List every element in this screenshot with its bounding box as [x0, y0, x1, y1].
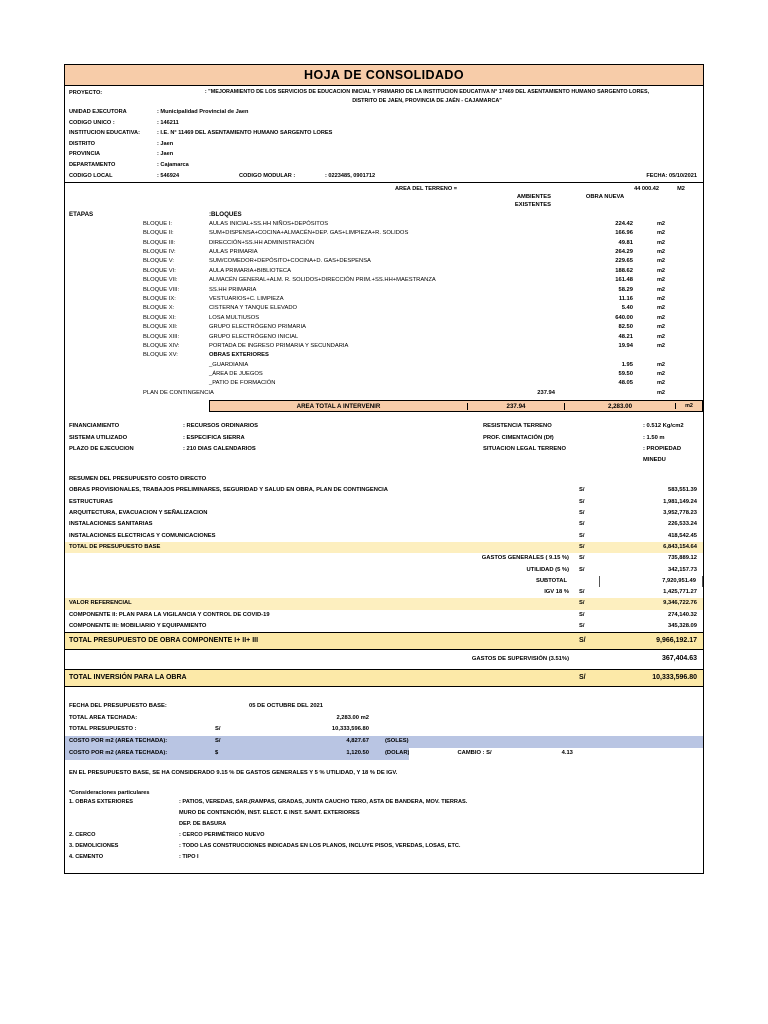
footer-row-area-techada	[65, 713, 703, 725]
prof-cimentacion-label: PROF. CIMENTACIÓN (Df)	[483, 434, 554, 441]
block-name: BLOQUE VII:	[143, 277, 178, 284]
header-info-block	[65, 86, 703, 183]
budget-row-subtotal	[65, 576, 703, 587]
block-name: BLOQUE IV:	[143, 249, 176, 256]
gastos-generales-label: GASTOS GENERALES ( 9.15 %)	[481, 555, 569, 562]
budget-item-label: ARQUITECTURA, EVACUACION Y SEÑALIZACION	[69, 510, 208, 517]
block-area-unit: m2	[656, 314, 666, 321]
budget-item-currency: S/	[579, 521, 585, 528]
budget-item-label: OBRAS PROVISIONALES, TRABAJOS PRELIMINARES, SEGURIDAD Y SALUD EN OBRA, PLAN DE CONTINGENCIA	[69, 487, 388, 494]
header-label-distrito: DISTRITO	[69, 140, 96, 147]
block-area-nueva: 224.42	[615, 220, 633, 227]
block-area-existente	[487, 267, 555, 276]
area-terreno-value: 44 000.42	[634, 186, 659, 193]
block-name	[65, 370, 209, 379]
block-area-existente	[487, 361, 555, 370]
block-row	[65, 276, 703, 285]
block-area-existente	[487, 257, 555, 266]
area-total-existente: 237.94	[467, 403, 564, 410]
blocks-section	[65, 210, 703, 415]
footer-cambio-value: 4.13	[492, 748, 703, 760]
block-row	[65, 323, 703, 332]
header-value-proyecto	[157, 88, 703, 107]
block-description: PORTADA DE INGRESO PRIMARIA Y SECUNDARIA	[209, 342, 349, 349]
considerations-title: *Consideraciones particulares	[69, 790, 150, 797]
budget-row-valor-referencial	[65, 598, 703, 609]
block-area-nueva: 5.40	[621, 305, 633, 312]
block-area-unit	[633, 351, 681, 360]
block-row	[65, 342, 703, 351]
financing-row-1	[65, 421, 703, 432]
block-row	[65, 370, 703, 379]
header-label-codigo-local: CODIGO LOCAL	[69, 172, 113, 179]
block-area-existente	[487, 276, 555, 285]
financing-row-2	[65, 433, 703, 444]
block-row	[65, 267, 703, 276]
block-area-existente	[487, 304, 555, 313]
total-obra-currency: S/	[579, 637, 586, 645]
area-total-band-wrap	[65, 398, 703, 415]
consideration-label	[65, 819, 179, 830]
block-row	[65, 229, 703, 238]
block-area-unit: m2	[656, 258, 666, 265]
block-name: BLOQUE XI:	[143, 314, 176, 321]
consideration-row	[65, 852, 703, 863]
block-name: BLOQUE IX:	[143, 295, 176, 302]
header-row-codigo-unico	[65, 118, 703, 129]
block-row	[65, 333, 703, 342]
project-line-2: DISTRITO DE JAEN, PROVINCIA DE JAÉN - CAJAMARCA"	[352, 98, 502, 105]
consideration-label: 4. CEMENTO	[69, 853, 104, 860]
header-row-institucion-educativa	[65, 128, 703, 139]
componente-ii-label: COMPONENTE II: PLAN PARA LA VIGILANCIA Y CONTROL DE COVID-19	[69, 611, 270, 618]
block-name: BLOQUE III:	[143, 239, 176, 246]
block-area-nueva: 82.50	[618, 324, 633, 331]
header-value-institucion-educativa: : I.E. N° 11469 DEL ASENTAMIENTO HUMANO SARGENTO LORES	[157, 130, 333, 137]
componente-ii-amount: 274,140.32	[667, 611, 697, 618]
block-name: BLOQUE XIII:	[143, 333, 180, 340]
utilidad-currency: S/	[579, 566, 585, 573]
blocks-rows	[65, 220, 703, 398]
footer-total-presupuesto-value: 10,333,596.80	[331, 726, 369, 733]
budget-item-label: ESTRUCTURAS	[69, 498, 113, 505]
block-area-existente	[487, 229, 555, 238]
budget-row-total-base	[65, 542, 703, 553]
budget-row-componente-ii	[65, 610, 703, 621]
header-label-institucion-educativa: INSTITUCION EDUCATIVA:	[69, 130, 140, 137]
bloques-label: :BLOQUES	[209, 210, 242, 218]
block-area-unit: m2	[656, 230, 666, 237]
footer-area-techada-value: 2,283.00 m2	[336, 714, 369, 721]
block-description: PLAN DE CONTINGENCIA	[143, 389, 214, 396]
block-area-nueva: 264.29	[615, 249, 633, 256]
consideration-row	[65, 797, 703, 808]
block-area-existente	[487, 286, 555, 295]
column-header-ambientes-existentes: AMBIENTES EXISTENTES	[514, 194, 551, 209]
block-description: AULAS PRIMARIA	[209, 249, 258, 256]
componente-iii-label: COMPONENTE III: MOBILIARIO Y EQUIPAMIENTO	[69, 623, 207, 630]
consideration-value: : PATIOS, VEREDAS, SAR.(RAMPAS, GRADAS, JUNTA CAUCHO TERO, ASTA DE BANDERA, MOV. TIERRAS.	[179, 799, 468, 806]
area-total-band	[209, 400, 703, 412]
block-description: ALMACÉN GENERAL+ALM. R. SOLIDOS+DIRECCIÓN PRIM.+SS.HH+MAESTRANZA	[209, 277, 436, 284]
area-total-unit: m2	[675, 403, 702, 409]
block-row	[65, 286, 703, 295]
valor-referencial-currency: S/	[579, 600, 585, 607]
footer-costo-dolar-value: 1,120.50	[346, 750, 369, 757]
block-name	[65, 361, 209, 370]
footer-row-costo-soles	[65, 736, 703, 748]
situacion-legal-value: : PROPIEDAD MINEDU	[643, 445, 682, 464]
consideration-row	[65, 808, 703, 819]
budget-item-currency: S/	[579, 487, 585, 494]
componente-iii-currency: S/	[579, 623, 585, 630]
budget-row-utilidad	[65, 565, 703, 576]
header-label-departamento: DEPARTAMENTO	[69, 162, 116, 169]
sistema-utilizado-value: : ESPECIFICA SIERRA	[183, 434, 245, 441]
subtotal-label: SUBTOTAL	[535, 577, 567, 584]
block-name: BLOQUE I:	[143, 220, 172, 227]
area-total-label: AREA TOTAL A INTERVENIR	[296, 402, 381, 410]
footer-note: EN EL PRESUPUESTO BASE, SE HA CONSIDERADO 9.15 % DE GASTOS GENERALES Y 5 % UTILIDAD, Y 18 % DE IGV.	[69, 770, 398, 777]
supervision-amount: 367,404.63	[661, 655, 697, 663]
block-area-unit: m2	[656, 267, 666, 274]
project-line-1: : "MEJORAMIENTO DE LOS SERVICIOS DE EDUCACION INICIAL Y PRIMARIO DE LA INSTITUCION EDUCATIVA N° 17469 DEL ASENTAMIENTO HUMANO SARGENTO LORES,	[204, 89, 650, 95]
consolidation-sheet	[64, 64, 704, 874]
block-name: BLOQUE VI:	[143, 267, 176, 274]
block-area-existente	[487, 351, 555, 360]
componente-ii-currency: S/	[579, 611, 585, 618]
block-area-nueva: 640.00	[615, 314, 633, 321]
budget-row-supervision	[65, 650, 703, 668]
block-description: SUM+DISPENSA+COCINA+ALMACÉN+DEP. GAS+LIMPIEZA+R. SOLIDOS	[209, 230, 409, 237]
resumen-title: RESUMEN DEL PRESUPUESTO COSTO DIRECTO	[69, 476, 207, 483]
block-area-nueva: 11.16	[618, 295, 633, 302]
header-row-codigo-local	[65, 171, 703, 182]
block-row	[65, 295, 703, 304]
header-value-departamento: : Cajamarca	[157, 162, 189, 169]
block-area-nueva: 19.94	[618, 342, 633, 349]
footer-costo-soles-unit: (SOLES)	[385, 738, 409, 745]
block-name: BLOQUE XII:	[143, 324, 178, 331]
total-base-amount: 6,843,154.64	[663, 543, 697, 550]
block-row	[65, 248, 703, 257]
consideration-label: 1. OBRAS EXTERIORES	[69, 799, 134, 806]
igv-amount: 1,425,771.27	[663, 589, 697, 596]
footer-row-total-presupuesto	[65, 724, 703, 736]
block-area-unit: m2	[656, 277, 666, 284]
block-row	[65, 314, 703, 323]
header-label-provincia: PROVINCIA	[69, 151, 101, 158]
valor-referencial-amount: 9,346,722.76	[663, 600, 697, 607]
gastos-generales-amount: 735,889.12	[667, 555, 697, 562]
block-area-unit: m2	[656, 295, 666, 302]
total-inversion-currency: S/	[579, 673, 586, 681]
budget-item-label: INSTALACIONES ELECTRICAS Y COMUNICACIONES	[69, 532, 216, 539]
financiamiento-value: : RECURSOS ORDINARIOS	[183, 423, 259, 430]
footer-area-techada-label: TOTAL AREA TECHADA:	[69, 714, 138, 721]
block-area-unit: m2	[656, 286, 666, 293]
block-name: BLOQUE X:	[143, 305, 175, 312]
block-area-unit: m2	[656, 342, 666, 349]
consideration-label: 3. DEMOLICIONES	[69, 842, 119, 849]
budget-item-amount: 418,542.45	[667, 532, 697, 539]
resistencia-terreno-value: : 0.512 Kg/cm2	[643, 423, 684, 430]
financiamiento-label: FINANCIAMIENTO	[69, 423, 120, 430]
block-area-unit: m2	[656, 239, 666, 246]
budget-row-gastos-generales	[65, 553, 703, 564]
budget-item-amount: 1,981,149.24	[663, 498, 697, 505]
resistencia-terreno-label: RESISTENCIA TERRENO	[483, 423, 552, 430]
block-area-existente	[487, 248, 555, 257]
consideration-value: : TODO LAS CONSTRUCCIONES INDICADAS EN LOS PLANOS, INCLUYE PISOS, VEREDAS, LOSAS, ETC.	[179, 842, 461, 849]
budget-item-label: INSTALACIONES SANITARIAS	[69, 521, 153, 528]
consideration-label: 2. CERCO	[69, 831, 96, 838]
total-base-currency: S/	[579, 543, 585, 550]
block-name: BLOQUE II:	[143, 230, 174, 237]
block-name: BLOQUE VIII:	[143, 286, 180, 293]
header-row-proyecto	[65, 88, 703, 107]
total-inversion-label: TOTAL INVERSIÓN PARA LA OBRA	[69, 673, 187, 681]
block-area-existente	[487, 342, 555, 351]
block-area-existente	[487, 370, 555, 379]
total-obra-label: TOTAL PRESUPUESTO DE OBRA COMPONENTE I+ II+ III	[69, 637, 259, 645]
footer-costo-soles-value: 4,827.67	[346, 738, 369, 745]
column-header-obra-nueva: OBRA NUEVA	[585, 194, 625, 201]
block-description: DIRECCIÓN+SS.HH ADMINISTRACIÓN	[209, 239, 315, 246]
budget-item-row	[65, 508, 703, 519]
block-area-existente	[487, 239, 555, 248]
considerations-section	[65, 780, 703, 872]
footer-costo-dolar-unit: (DOLAR)	[385, 750, 410, 757]
block-area-unit: m2	[656, 361, 666, 368]
block-row	[65, 351, 703, 360]
header-row-departamento	[65, 160, 703, 171]
area-column-headers	[65, 194, 703, 210]
block-area-unit: m2	[656, 380, 666, 387]
consideration-row	[65, 841, 703, 852]
total-inversion-amount: 10,333,596.80	[652, 673, 697, 681]
financing-row-3	[65, 444, 703, 467]
block-area-existente	[487, 379, 555, 388]
gastos-generales-currency: S/	[579, 555, 585, 562]
componente-iii-amount: 345,328.09	[667, 623, 697, 630]
block-area-nueva: 188.62	[615, 267, 633, 274]
block-area-nueva: 49.81	[618, 239, 633, 246]
footer-cambio-label: CAMBIO : S/	[409, 748, 491, 760]
budget-row-total-inversion	[65, 669, 703, 687]
block-area-nueva	[555, 389, 633, 398]
block-row	[65, 389, 703, 398]
footer-row-fecha	[65, 701, 703, 713]
utilidad-amount: 342,157.73	[667, 566, 697, 573]
block-description: VESTUARIOS+C. LIMPIEZA	[209, 295, 284, 302]
budget-item-row	[65, 485, 703, 496]
block-area-nueva: 48.05	[618, 380, 633, 387]
header-label-codigo-modular: CODIGO MODULAR :	[239, 172, 296, 179]
budget-item-currency: S/	[579, 510, 585, 517]
block-description: _GUARDIANIA	[209, 361, 249, 368]
budget-item-row	[65, 519, 703, 530]
block-row	[65, 379, 703, 388]
block-area-existente	[487, 333, 555, 342]
supervision-label: GASTOS DE SUPERVISIÓN (3.51%)	[471, 655, 569, 662]
budget-item-currency: S/	[579, 498, 585, 505]
block-name: BLOQUE V:	[143, 258, 175, 265]
header-row-provincia	[65, 149, 703, 160]
header-value-distrito: : Jaen	[157, 140, 174, 147]
header-label-unidad-ejecutora: UNIDAD EJECUTORA	[69, 108, 127, 115]
block-area-nueva: 48.21	[618, 333, 633, 340]
block-description: OBRAS EXTERIORES	[209, 352, 269, 359]
consideration-value: MURO DE CONTENCIÓN, INST. ELECT. E INST. SANIT. EXTERIORES	[179, 809, 360, 816]
block-description: AULA PRIMARIA+BIBLIOTECA	[209, 267, 291, 274]
block-area-nueva: 166.96	[615, 230, 633, 237]
budget-item-amount: 583,551.39	[667, 487, 697, 494]
financing-section	[65, 415, 703, 468]
considerations-rows	[65, 797, 703, 862]
etapas-label: ETAPAS	[69, 210, 94, 218]
block-area-existente	[487, 220, 555, 229]
plazo-ejecucion-label: PLAZO DE EJECUCION	[69, 445, 134, 452]
footer-total-presupuesto-label: TOTAL PRESUPUESTO :	[69, 726, 137, 733]
situacion-legal-label: SITUACION LEGAL TERRENO	[483, 445, 566, 452]
footer-fecha-label: FECHA DEL PRESUPUESTO BASE:	[69, 702, 167, 709]
block-area-unit: m2	[656, 324, 666, 331]
block-area-nueva: 229.65	[615, 258, 633, 265]
igv-label: IGV 18 %	[544, 589, 569, 596]
area-total-nueva: 2,283.00	[564, 403, 675, 410]
footer-total-presupuesto-currency: S/	[215, 726, 221, 733]
block-area-unit: m2	[656, 371, 666, 378]
block-name: BLOQUE XV:	[143, 352, 178, 359]
block-area-nueva	[555, 351, 633, 360]
header-row-distrito	[65, 139, 703, 150]
page-title: HOJA DE CONSOLIDADO	[65, 65, 703, 86]
block-area-nueva: 161.48	[615, 277, 633, 284]
block-area-nueva: 59.50	[618, 371, 633, 378]
subtotal-amount: 7,920,951.49	[599, 576, 703, 587]
header-value-unidad-ejecutora: : Municipalidad Provincial de Jaen	[157, 108, 249, 115]
consideration-row	[65, 819, 703, 830]
block-description: SUM/COMEDOR+DEPÓSITO+COCINA+D. GAS+DESPENSA	[209, 258, 371, 265]
footer-costo-dolar-currency: $	[215, 750, 219, 757]
area-terreno-unit: M2	[677, 186, 685, 193]
consideration-value: DEP. DE BASURA	[179, 820, 227, 827]
header-value-codigo-local: : 546924	[157, 172, 180, 179]
budget-item-row	[65, 497, 703, 508]
block-row	[65, 257, 703, 266]
footer-summary	[65, 687, 703, 780]
budget-item-amount: 3,952,778.23	[663, 510, 697, 517]
plazo-ejecucion-value: : 210 DIAS CALENDARIOS	[183, 445, 256, 452]
block-row	[65, 304, 703, 313]
block-row	[65, 220, 703, 229]
block-area-existente	[487, 314, 555, 323]
block-area-existente	[487, 323, 555, 332]
block-description: GRUPO ELECTRÓGENO PRIMARIA	[209, 324, 306, 331]
valor-referencial-label: VALOR REFERENCIAL	[69, 600, 132, 607]
budget-item-amount: 226,533.24	[667, 521, 697, 528]
block-row	[65, 361, 703, 370]
area-terreno-row	[65, 183, 703, 194]
block-description: CISTERNA Y TANQUE ELEVADO	[209, 305, 298, 312]
block-area-unit: m2	[656, 249, 666, 256]
block-description: _ÁREA DE JUEGOS	[209, 371, 263, 378]
block-description: SS.HH PRIMARIA	[209, 286, 257, 293]
area-band	[65, 183, 703, 210]
header-fecha: FECHA: 05/10/2021	[646, 172, 697, 179]
sistema-utilizado-label: SISTEMA UTILIZADO	[69, 434, 128, 441]
footer-costo-dolar-label: COSTO POR m2 (AREA TECHADA):	[69, 750, 168, 757]
igv-currency: S/	[579, 589, 585, 596]
block-area-existente	[487, 295, 555, 304]
header-value-codigo-modular: : 0223485, 0901712	[325, 172, 376, 179]
block-area-unit: m2	[656, 305, 666, 312]
footer-row-costo-dolar	[65, 748, 703, 760]
footer-fecha-value: 05 DE OCTUBRE DEL 2021	[249, 702, 323, 709]
consideration-row	[65, 830, 703, 841]
block-area-nueva: 58.29	[618, 286, 633, 293]
prof-cimentacion-value: : 1.50 m	[643, 434, 665, 441]
budget-row-total-obra	[65, 632, 703, 650]
total-obra-amount: 9,966,192.17	[656, 637, 697, 645]
block-description: AULAS INICIAL+SS.HH NIÑOS+DEPÓSITOS	[209, 220, 329, 227]
budget-row-componente-iii	[65, 621, 703, 632]
consideration-value: : TIPO I	[179, 853, 199, 860]
block-description: _PATIO DE FORMACIÓN	[209, 380, 276, 387]
block-row	[65, 239, 703, 248]
block-area-unit: m2	[656, 333, 666, 340]
header-row-unidad-ejecutora	[65, 107, 703, 118]
footer-costo-soles-label: COSTO POR m2 (AREA TECHADA):	[69, 738, 168, 745]
block-name: BLOQUE XIV:	[143, 342, 180, 349]
area-terreno-label: AREA DEL TERRENO =	[395, 186, 458, 193]
block-name	[65, 379, 209, 388]
header-value-provincia: : Jaen	[157, 151, 174, 158]
utilidad-label: UTILIDAD (5 %)	[526, 566, 569, 573]
budget-items	[65, 485, 703, 541]
consideration-label	[65, 808, 179, 819]
budget-section	[65, 485, 703, 686]
block-area-unit: m2	[656, 220, 666, 227]
block-area-existente: 237.94	[537, 389, 555, 396]
header-label-proyecto: PROYECTO:	[69, 90, 103, 96]
block-description: LOSA MULTIUSOS	[209, 314, 260, 321]
consideration-value: : CERCO PERIMÉTRICO NUEVO	[179, 831, 265, 838]
block-area-nueva: 1.95	[621, 361, 633, 368]
etapas-row	[65, 210, 703, 220]
budget-item-row	[65, 531, 703, 542]
block-area-unit: m2	[656, 389, 666, 396]
budget-item-currency: S/	[579, 532, 585, 539]
footer-costo-soles-currency: S/	[215, 738, 221, 745]
budget-row-igv	[65, 587, 703, 598]
block-description: GRUPO ELECTRÓGENO INICIAL	[209, 333, 299, 340]
header-value-codigo-unico: : 146211	[157, 119, 179, 126]
header-label-codigo-unico: CODIGO UNICO :	[69, 119, 115, 126]
total-base-label: TOTAL DE PRESUPUESTO BASE	[69, 543, 161, 550]
